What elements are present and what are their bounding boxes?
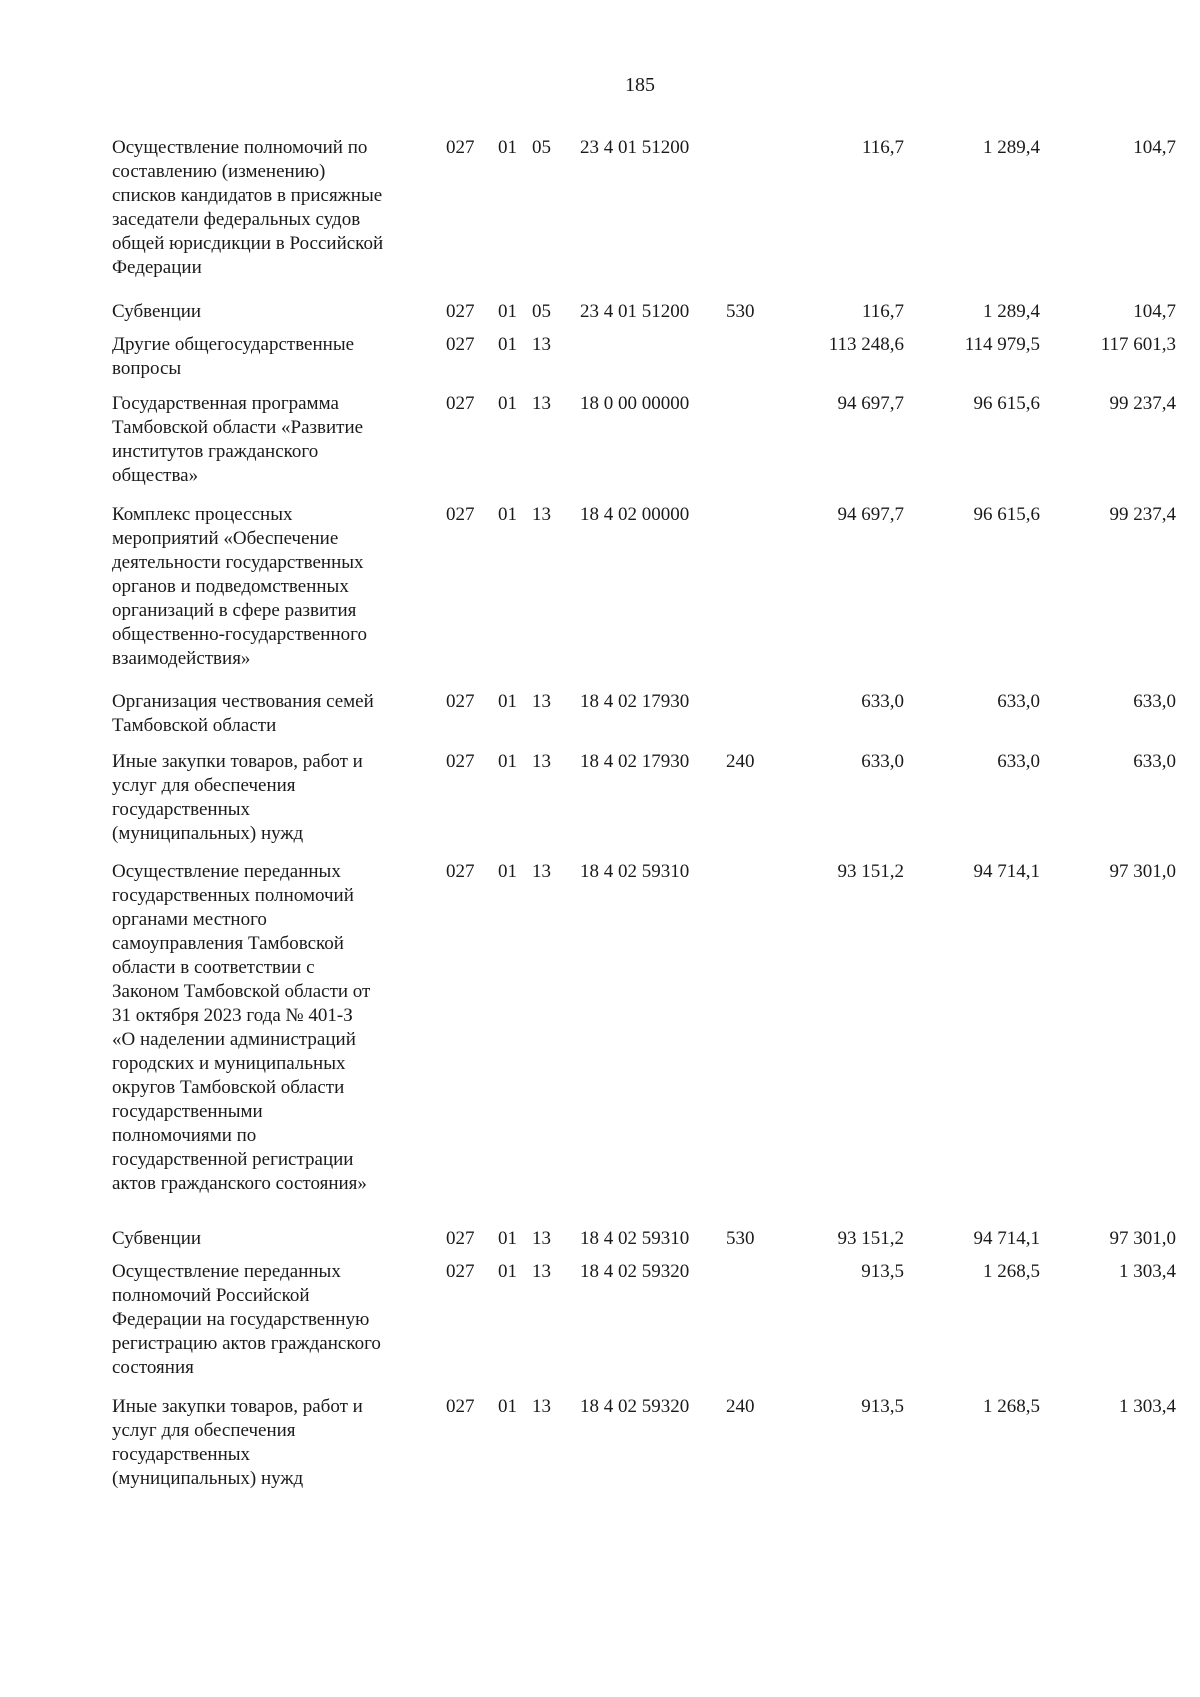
row-value-3: 1 303,4: [1119, 1396, 1176, 1417]
row-subsection-code: 13: [532, 334, 551, 355]
row-description: Субвенции: [112, 1228, 202, 1249]
row-ved-code: 027: [446, 751, 475, 772]
row-subsection-code: 13: [532, 1396, 551, 1417]
row-section-code: 01: [498, 334, 517, 355]
row-value-2: 633,0: [997, 751, 1040, 772]
row-subsection-code: 13: [532, 1228, 551, 1249]
row-value-2: 633,0: [997, 691, 1040, 712]
row-expense-type: 240: [726, 751, 755, 772]
row-ved-code: 027: [446, 1228, 475, 1249]
row-value-1: 93 151,2: [837, 1228, 904, 1249]
row-expense-type: 240: [726, 1396, 755, 1417]
row-value-1: 93 151,2: [837, 861, 904, 882]
row-value-2: 94 714,1: [973, 861, 1040, 882]
row-section-code: 01: [498, 393, 517, 414]
row-value-1: 94 697,7: [837, 393, 904, 414]
row-subsection-code: 13: [532, 751, 551, 772]
row-value-3: 104,7: [1133, 301, 1176, 322]
row-subsection-code: 05: [532, 137, 551, 158]
row-subsection-code: 13: [532, 691, 551, 712]
row-value-1: 913,5: [861, 1396, 904, 1417]
row-value-2: 1 289,4: [983, 301, 1040, 322]
row-section-code: 01: [498, 751, 517, 772]
row-description: Государственная программа Тамбовской области «Развитие институтов гражданского общества»: [112, 393, 364, 486]
row-target-article: 18 4 02 17930: [580, 751, 690, 772]
row-ved-code: 027: [446, 137, 475, 158]
row-section-code: 01: [498, 691, 517, 712]
row-section-code: 01: [498, 504, 517, 525]
row-value-1: 633,0: [861, 751, 904, 772]
row-value-2: 114 979,5: [964, 334, 1040, 355]
row-expense-type: 530: [726, 301, 755, 322]
row-description: Иные закупки товаров, работ и услуг для обеспечения государственных (муниципальных) нужд: [112, 1396, 363, 1489]
row-value-1: 113 248,6: [828, 334, 904, 355]
row-value-2: 1 268,5: [983, 1396, 1040, 1417]
row-value-3: 99 237,4: [1109, 504, 1176, 525]
row-subsection-code: 05: [532, 301, 551, 322]
row-target-article: 18 4 02 59310: [580, 861, 690, 882]
row-description: Осуществление переданных полномочий Российской Федерации на государственную регистрацию актов гражданского состояния: [112, 1261, 381, 1378]
row-value-1: 633,0: [861, 691, 904, 712]
row-value-3: 104,7: [1133, 137, 1176, 158]
row-ved-code: 027: [446, 393, 475, 414]
row-value-3: 633,0: [1133, 691, 1176, 712]
row-value-2: 1 289,4: [983, 137, 1040, 158]
row-description: Комплекс процессных мероприятий «Обеспечение деятельности государственных органов и подведомственных организаций в сфере развития общественно-государственного взаимодействия»: [112, 504, 367, 669]
row-section-code: 01: [498, 861, 517, 882]
row-ved-code: 027: [446, 691, 475, 712]
row-value-3: 99 237,4: [1109, 393, 1176, 414]
row-ved-code: 027: [446, 334, 475, 355]
row-value-3: 1 303,4: [1119, 1261, 1176, 1282]
row-target-article: 18 4 02 59320: [580, 1396, 690, 1417]
row-subsection-code: 13: [532, 1261, 551, 1282]
row-target-article: 18 4 02 59310: [580, 1228, 690, 1249]
row-target-article: 18 0 00 00000: [580, 393, 690, 414]
row-subsection-code: 13: [532, 504, 551, 525]
row-description: Другие общегосударственные вопросы: [112, 334, 355, 379]
row-description: Субвенции: [112, 301, 202, 322]
row-ved-code: 027: [446, 1396, 475, 1417]
row-value-3: 97 301,0: [1109, 861, 1176, 882]
row-section-code: 01: [498, 1396, 517, 1417]
row-target-article: 18 4 02 00000: [580, 504, 690, 525]
row-ved-code: 027: [446, 1261, 475, 1282]
row-section-code: 01: [498, 137, 517, 158]
row-value-3: 97 301,0: [1109, 1228, 1176, 1249]
row-ved-code: 027: [446, 301, 475, 322]
row-value-2: 96 615,6: [973, 504, 1040, 525]
row-section-code: 01: [498, 1261, 517, 1282]
row-value-2: 94 714,1: [973, 1228, 1040, 1249]
row-value-1: 116,7: [861, 301, 904, 322]
row-value-3: 117 601,3: [1100, 334, 1176, 355]
row-value-3: 633,0: [1133, 751, 1176, 772]
row-value-2: 1 268,5: [983, 1261, 1040, 1282]
row-description: Организация чествования семей Тамбовской области: [112, 691, 374, 736]
page-number: 185: [625, 74, 655, 96]
row-value-2: 96 615,6: [973, 393, 1040, 414]
row-value-1: 116,7: [861, 137, 904, 158]
row-description: Осуществление переданных государственных полномочий органами местного самоуправления Тамбовской области в соответствии с Законом Тамбовской области от 31 октября 2023 года № 401-З «О наделении администраций городских и муниципальных округов Тамбовской области государственными полномочиями по государственной регистрации актов гражданского состояния»: [112, 861, 371, 1194]
row-description: Осуществление полномочий по составлению (изменению) списков кандидатов в присяжные заседатели федеральных судов общей юрисдикции в Российской Федерации: [112, 137, 384, 278]
row-value-1: 94 697,7: [837, 504, 904, 525]
row-target-article: 23 4 01 51200: [580, 301, 690, 322]
row-section-code: 01: [498, 1228, 517, 1249]
row-target-article: 18 4 02 17930: [580, 691, 690, 712]
row-subsection-code: 13: [532, 393, 551, 414]
row-target-article: 23 4 01 51200: [580, 137, 690, 158]
row-value-1: 913,5: [861, 1261, 904, 1282]
row-ved-code: 027: [446, 504, 475, 525]
row-description: Иные закупки товаров, работ и услуг для обеспечения государственных (муниципальных) нужд: [112, 751, 363, 844]
row-target-article: 18 4 02 59320: [580, 1261, 690, 1282]
row-section-code: 01: [498, 301, 517, 322]
row-subsection-code: 13: [532, 861, 551, 882]
row-ved-code: 027: [446, 861, 475, 882]
row-expense-type: 530: [726, 1228, 755, 1249]
